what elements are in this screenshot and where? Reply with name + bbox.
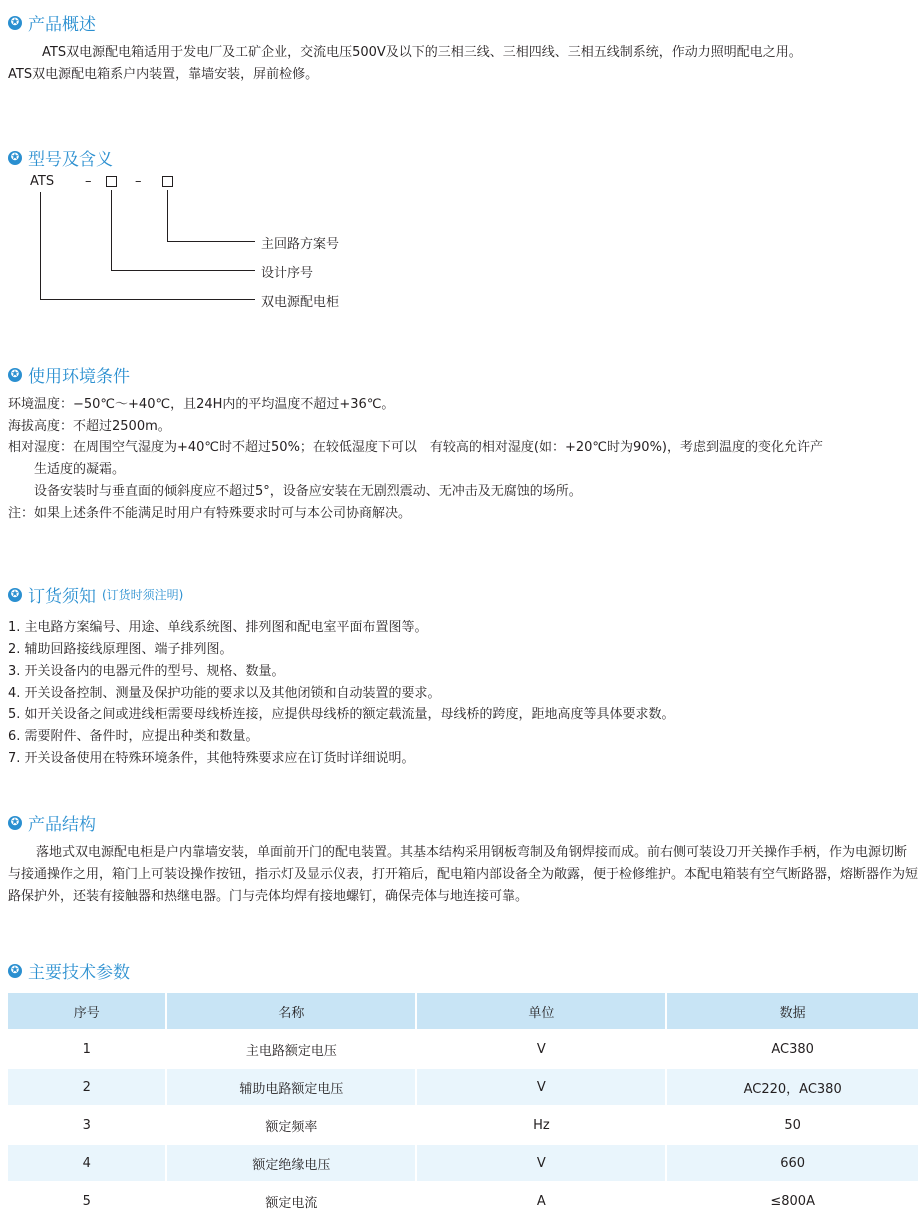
table-row (8, 1182, 919, 1219)
table-row (8, 1144, 919, 1182)
cell-unit: V (416, 1068, 666, 1106)
model-box-design (106, 176, 117, 187)
col-header-data: 数据 (666, 993, 919, 1030)
model-label-scheme: 主回路方案号 (261, 237, 340, 252)
cell-data: AC220，AC380 (666, 1068, 919, 1106)
order-item-5: 5. 如开关设备之间或进线柜需要母线桥连接，应提供母线桥的额定载流量，母线桥的跨度，距地高度等具体要求数。 (8, 707, 675, 722)
cell-unit: V (416, 1144, 666, 1182)
cell-index: 3 (8, 1106, 166, 1144)
order-item-2: 2. 辅助回路接线原理图、端子排列图。 (8, 642, 233, 657)
overview-paragraph-2: ATS双电源配电箱系户内装置，靠墙安装，屏前检修。 (8, 67, 319, 82)
connector-scheme-horizontal (167, 241, 255, 242)
model-dash-2: – (135, 174, 142, 189)
star-circle-icon: ✪ (8, 964, 22, 978)
cell-unit: A (416, 1182, 666, 1219)
order-note: (订货时须注明) (102, 588, 184, 602)
cell-name: 额定绝缘电压 (166, 1144, 416, 1182)
cell-name: 主电路额定电压 (166, 1030, 416, 1068)
section-overview-title: ✪ 产品概述 (8, 10, 96, 35)
order-item-1: 1. 主电路方案编号、用途、单线系统图、排列图和配电室平面布置图等。 (8, 620, 428, 635)
env-install: 设备安装时与垂直面的倾斜度应不超过5°，设备应安装在无剧烈震动、无冲击及无腐蚀的场所。 (34, 484, 582, 499)
table-row (8, 1030, 919, 1068)
cell-index: 4 (8, 1144, 166, 1182)
order-item-7: 7. 开关设备使用在特殊环境条件，其他特殊要求应在订货时详细说明。 (8, 751, 415, 766)
connector-scheme-vertical (167, 190, 168, 242)
section-structure-title: ✪ 产品结构 (8, 810, 96, 835)
cell-name: 额定电流 (166, 1182, 416, 1219)
env-temperature: 环境温度：−50℃～+40℃，且24H内的平均温度不超过+36℃。 (8, 397, 395, 412)
table-row (8, 1106, 919, 1144)
order-item-3: 3. 开关设备内的电器元件的型号、规格、数量。 (8, 664, 285, 679)
connector-design-vertical (111, 190, 112, 271)
cell-name: 辅助电路额定电压 (166, 1068, 416, 1106)
star-circle-icon: ✪ (8, 368, 22, 382)
connector-ats-vertical (40, 192, 41, 300)
env-humidity: 相对湿度：在周围空气湿度为+40℃时不超过50%；在较低湿度下可以 有较高的相对湿度(如：+20℃时为90%)，考虑到温度的变化允许产 (8, 440, 824, 455)
model-label-design: 设计序号 (261, 266, 314, 281)
star-circle-icon: ✪ (8, 151, 22, 165)
cell-data: 50 (666, 1106, 919, 1144)
section-order-title: ✪ 订货须知 (订货时须注明) (8, 582, 183, 607)
section-model-title: ✪ 型号及含义 (8, 145, 113, 170)
connector-ats-horizontal (40, 299, 255, 300)
params-table (8, 993, 920, 1219)
connector-design-horizontal (111, 270, 255, 271)
cell-unit: V (416, 1030, 666, 1068)
section-environment-title: ✪ 使用环境条件 (8, 362, 130, 387)
cell-data: AC380 (666, 1030, 919, 1068)
col-header-unit: 单位 (416, 993, 666, 1030)
cell-name: 额定频率 (166, 1106, 416, 1144)
model-code: ATS (30, 174, 55, 189)
structure-paragraph: 落地式双电源配电柜是户内靠墙安装，单面前开门的配电装置。其基本结构采用钢板弯制及角钢焊接而成。前右侧可装设刀开关操作手柄，作为电源切断与接通操作之用，箱门上可装设操作按钮，指示灯及显示仪表，打开箱后，配电箱内部设备全为敞露，便于检修维护。本配电箱装有空气断路器，熔断器作为短路保护外，还装有接触器和热继电器。门与壳体均焊有接地螺钉，确保壳体与地连接可靠。 (8, 845, 919, 904)
col-header-index: 序号 (8, 993, 166, 1030)
star-circle-icon: ✪ (8, 588, 22, 602)
cell-index: 5 (8, 1182, 166, 1219)
star-circle-icon: ✪ (8, 16, 22, 30)
cell-data: 660 (666, 1144, 919, 1182)
order-item-4: 4. 开关设备控制、测量及保护功能的要求以及其他闭锁和自动装置的要求。 (8, 686, 441, 701)
env-humidity-cont: 生适度的凝霜。 (34, 462, 126, 477)
model-dash-1: – (85, 174, 92, 189)
cell-unit: Hz (416, 1106, 666, 1144)
overview-paragraph-1: ATS双电源配电箱适用于发电厂及工矿企业，交流电压500V及以下的三相三线、三相四线、三相五线制系统，作动力照明配电之用。 (42, 45, 802, 60)
env-note: 注：如果上述条件不能满足时用户有特殊要求时可与本公司协商解决。 (8, 506, 412, 521)
section-params-title: ✪ 主要技术参数 (8, 958, 130, 983)
col-header-name: 名称 (166, 993, 416, 1030)
star-circle-icon: ✪ (8, 816, 22, 830)
cell-index: 2 (8, 1068, 166, 1106)
model-box-scheme (162, 176, 173, 187)
cell-index: 1 (8, 1030, 166, 1068)
env-altitude: 海拔高度：不超过2500m。 (8, 419, 171, 434)
cell-data: ≤800A (666, 1182, 919, 1219)
model-label-cabinet: 双电源配电柜 (261, 295, 340, 310)
order-item-6: 6. 需要附件、备件时，应提出种类和数量。 (8, 729, 259, 744)
table-row (8, 1068, 919, 1106)
params-header-row (8, 993, 919, 1030)
